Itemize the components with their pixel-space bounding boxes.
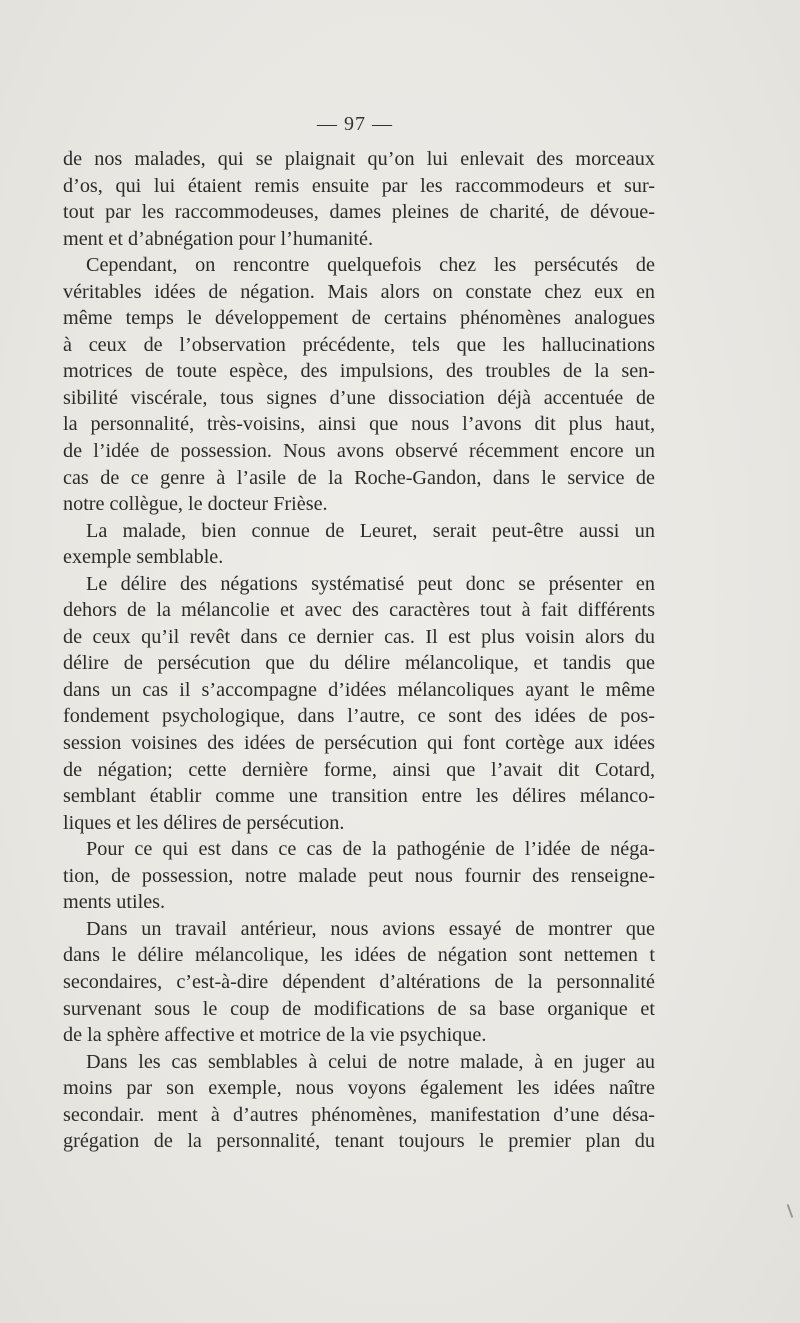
text-line: Pour ce qui est dans ce cas de la pathogénie de l’idée de néga-: [86, 838, 655, 861]
text-line: session voisines des idées de persécution qui font cortège aux idées: [63, 732, 655, 755]
margin-mark: [787, 1204, 794, 1218]
text-line: délire de persécution que du délire mélancolique, et tandis que: [63, 652, 655, 675]
text-line: motrices de toute espèce, des impulsions, des troubles de la sen-: [63, 360, 655, 383]
text-line: Dans un travail antérieur, nous avions essayé de montrer que: [86, 917, 655, 940]
text-line: secondair. ment à d’autres phénomènes, manifestation d’une désa-: [63, 1103, 655, 1126]
text-line: secondaires, c’est-à-dire dépendent d’altérations de la personnalité: [63, 970, 655, 993]
text-line: fondement psychologique, dans l’autre, ce sont des idées de pos-: [63, 705, 655, 728]
text-line: grégation de la personnalité, tenant toujours le premier plan du: [63, 1130, 655, 1153]
text-line: véritables idées de négation. Mais alors on constate chez eux en: [63, 280, 655, 303]
text-line: à ceux de l’observation précédente, tels que les hallucinations: [63, 333, 655, 356]
text-line: la personnalité, très-voisins, ainsi que nous l’avons dit plus haut,: [63, 413, 655, 436]
text-line: ment et d’abnégation pour l’humanité.: [63, 227, 374, 250]
text-line: même temps le développement de certains phénomènes analogues: [63, 307, 655, 330]
text-line: de négation; cette dernière forme, ainsi que l’avait dit Cotard,: [63, 758, 655, 781]
text-line: dehors de la mélancolie et avec des caractères tout à fait différents: [63, 599, 655, 622]
text-line: exemple semblable.: [63, 546, 224, 569]
text-line: ments utiles.: [63, 891, 166, 914]
text-line: de nos malades, qui se plaignait qu’on lui enlevait des morceaux: [63, 148, 655, 170]
text-line: de l’idée de possession. Nous avons observé récemment encore un: [63, 440, 655, 463]
page-number: — 97 —: [317, 113, 393, 135]
text-line: cas de ce genre à l’asile de la Roche-Gandon, dans le service de: [63, 466, 655, 489]
text-line: semblant établir comme une transition entre les délires mélanco-: [63, 785, 655, 808]
text-line: Cependant, on rencontre quelquefois chez les persécutés de: [86, 254, 655, 277]
text-line: de la sphère affective et motrice de la vie psychique.: [63, 1024, 487, 1047]
text-line: sibilité viscérale, tous signes d’une dissociation déjà accentuée de: [63, 386, 655, 409]
text-line: Le délire des négations systématisé peut donc se présenter en: [86, 572, 655, 595]
text-line: notre collègue, le docteur Frièse.: [63, 493, 328, 516]
text-line: La malade, bien connue de Leuret, serait peut-être aussi un: [86, 519, 655, 542]
text-line: tout par les raccommodeuses, dames pleines de charité, de dévoue-: [63, 201, 655, 224]
text-line: liques et les délires de persécution.: [63, 811, 345, 834]
text-line: moins par son exemple, nous voyons également les idées naître: [63, 1077, 655, 1100]
text-line: de ceux qu’il revêt dans ce dernier cas. Il est plus voisin alors du: [63, 625, 655, 648]
text-line: Dans les cas semblables à celui de notre malade, à en juger au: [86, 1050, 655, 1073]
text-line: d’os, qui lui étaient remis ensuite par les raccommodeurs et sur-: [63, 174, 655, 197]
text-line: dans le délire mélancolique, les idées de négation sont nettemen t: [63, 944, 655, 967]
body-text: [63, 146, 655, 1155]
text-line: dans un cas il s’accompagne d’idées mélancoliques ayant le même: [63, 678, 655, 701]
text-line: survenant sous le coup de modifications de sa base organique et: [63, 997, 655, 1020]
text-line: tion, de possession, notre malade peut nous fournir des renseigne-: [63, 864, 655, 887]
